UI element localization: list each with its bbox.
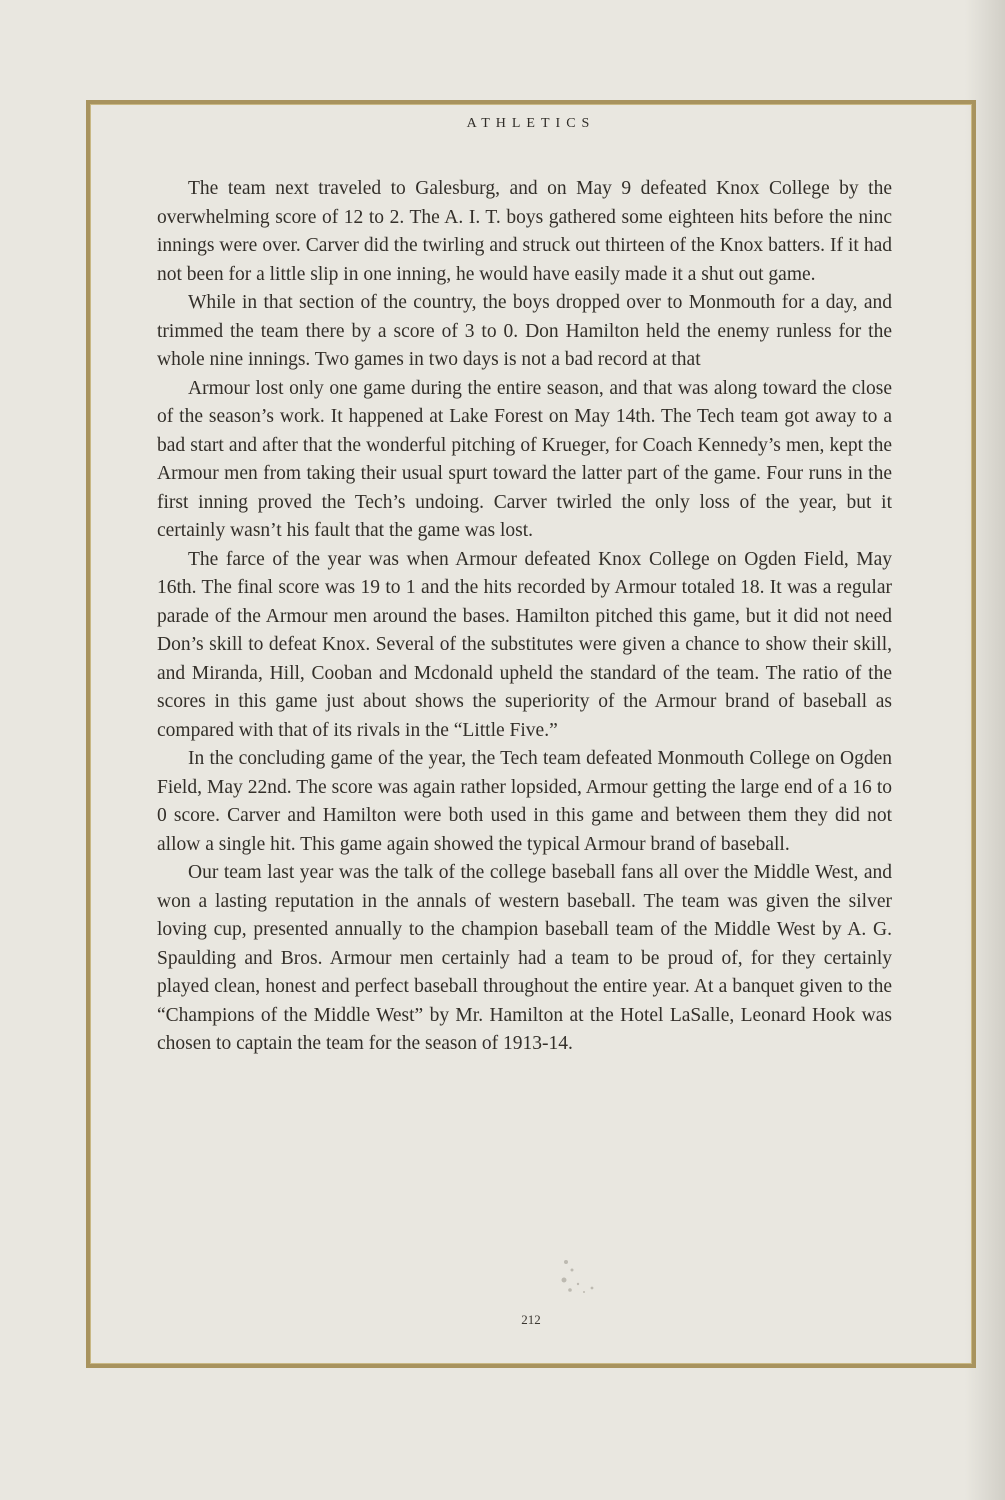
running-header: ATHLETICS — [466, 116, 596, 131]
page-number: 212 — [521, 1312, 541, 1327]
paragraph-4: The farce of the year was when Armour defeated Knox College on Ogden Field, May 16th. The final score was 19 to 1 and the hits recorded by Armour totaled 18. It was a regular parade of the Armour men around the bases. Hamilton pitched this game, but it did not need Don’s skill to defeat Knox. Several of the substitutes were given a chance to show their skill, and Miranda, Hill, Cooban and Mcdonald upheld the standard of the team. The ratio of the scores in this game just about shows the superiority of the Armour brand of baseball as compared with that of its rivals in the “Little Five.” — [157, 548, 892, 741]
paragraph-1: The team next traveled to Galesburg, and on May 9 defeated Knox College by the overwhelming score of 12 to 2. The A. I. T. boys gathered some eighteen hits before the ninc innings were over. Carver did the twirling and struck out thirteen of the Knox batters. If it had not been for a little slip in one inning, he would have easily made it a shut out game. — [157, 178, 892, 285]
paragraph-6: Our team last year was the talk of the college baseball fans all over the Middle West, and won a lasting reputation in the annals of western baseball. The team was given the silver loving cup, presented annually to the champion baseball team of the Middle West by A. G. Spaulding and Bros. Armour men certainly had a team to be proud of, for they certainly played clean, honest and perfect baseball throughout the entire year. At a banquet given to the “Champions of the Middle West” by Mr. Hamilton at the Hotel LaSalle, Leonard Hook was chosen to captain the team for the season of 1913-14. — [157, 862, 892, 1054]
article-body — [157, 175, 892, 1059]
paragraph-5: In the concluding game of the year, the Tech team defeated Monmouth College on Ogden Field, May 22nd. The score was again rather lopsided, Armour getting the large end of a 16 to 0 score. Carver and Hamilton were both used in this game and between them they did not allow a single hit. This game again showed the typical Armour brand of baseball. — [157, 748, 892, 855]
paragraph-2: While in that section of the country, the boys dropped over to Monmouth for a day, and trimmed the team there by a score of 3 to 0. Don Hamilton held the enemy runless for the whole nine innings. Two games in two days is not a bad record at that — [157, 292, 892, 370]
faded-ornament-icon — [552, 1240, 612, 1300]
paragraph-3: Armour lost only one game during the entire season, and that was along toward the close of the season’s work. It happened at Lake Forest on May 14th. The Tech team got away to a bad start and after that the wonderful pitching of Krueger, for Coach Kennedy’s men, kept the Armour men from taking their usual spurt toward the latter part of the game. Four runs in the first inning proved the Tech’s undoing. Carver twirled the only loss of the year, but it certainly wasn’t his fault that the game was lost. — [157, 377, 892, 541]
